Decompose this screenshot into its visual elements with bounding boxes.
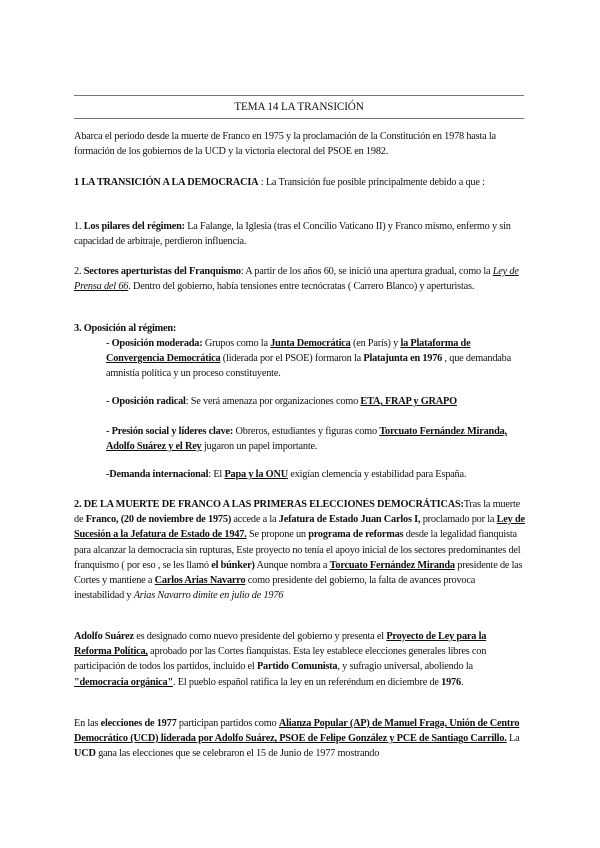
point-2-paragraph: 2. Sectores aperturistas del Franquismo: A partir de los años 60, se inició una apertura gradual, como la Ley de Prensa del 66. Dentro del gobierno, había tensiones entre tecnócratas ( Carrero Blanco) y aperturistas. <box>74 266 519 293</box>
point-1-paragraph: 1. Los pilares del régimen: La Falange, la Iglesia (tras el Concilio Vaticano II) y Franco mismo, enfermo y sin capacidad de arbitraje, perdieron influencia. <box>74 221 511 248</box>
suarez-paragraph: Adolfo Suárez es designado como nuevo presidente del gobierno y presenta el Proyecto de Ley para la Reforma Política, aprobado por las Cortes fianquistas. Esta ley establece elecciones generales libres con participación de todos los partidos, incluido el Partido Comunista, y sufragio universal, aboliendo la "democracia orgánica". El pueblo español ratifica la ley en un referéndum en diciembre de 1976. <box>74 631 487 688</box>
title-rule <box>74 118 524 119</box>
elections-1977-paragraph: En las elecciones de 1977 participan partidos como Alianza Popular (AP) de Manuel Fraga, Unión de Centro Democrático (UCD) liderada por Adolfo Suárez, PSOE de Felipe González y PCE de Santiago Carrillo. La UCD gana las elecciones que se celebraron el 15 de Junio de 1977 mostrando <box>74 718 520 760</box>
opposition-moderate: - Oposición moderada: Grupos como la Junta Democrática (en París) y la Plataforma de Convergencia Democrática (liderada por el PSOE) formaron la Platajunta en 1976 , que demandaba amnistía política y un proceso constituyente. <box>106 338 511 380</box>
opposition-social: - Presión social y líderes clave: Obreros, estudiantes y figuras como Torcuato Fernández Miranda, Adolfo Suárez y el Rey jugaron un papel importante. <box>106 426 507 453</box>
opposition-international: -Demanda internacional: El Papa y la ONU exigían clemencia y estabilidad para España. <box>106 469 467 480</box>
opposition-radical: - Oposición radical: Se verá amenaza por organizaciones como ETA, FRAP y GRAPO <box>106 396 457 407</box>
section-1-heading: 1 LA TRANSICIÓN A LA DEMOCRACIA : La Transición fue posible principalmente debido a que : <box>74 177 485 188</box>
page-title: TEMA 14 LA TRANSICIÓN <box>234 101 364 113</box>
section-2-paragraph: 2. DE LA MUERTE DE FRANCO A LAS PRIMERAS ELECCIONES DEMOCRÁTICAS:Tras la muerte de Franco, (20 de noviembre de 1975) accede a la Jefatura de Estado Juan Carlos I, proclamado por la Ley de Sucesión a la Jefatura de Estado de 1947. Se propone un programa de reformas desde la legalidad fianquista para alcanzar la democracia sin rupturas, Este proyecto no tenía el apoyo inicial de los sectores predominantes del franquismo ( por eso , se les llamó el búnker) Aunque nombra a Torcuato Fernández Miranda presidente de las Cortes y mantiene a Carlos Arias Navarro como presidente del gobierno, la falta de avances provoca inestabilidad y Arias Navarro dimite en julio de 1976 <box>74 499 525 602</box>
intro-paragraph: Abarca el periodo desde la muerte de Franco en 1975 y la proclamación de la Constitución en 1978 hasta la formación de los gobiernos de la UCD y la victoria electoral del PSOE en 1982. <box>74 131 496 158</box>
point-3-heading: 3. Oposición al régimen: <box>74 323 177 334</box>
top-rule <box>74 95 524 96</box>
